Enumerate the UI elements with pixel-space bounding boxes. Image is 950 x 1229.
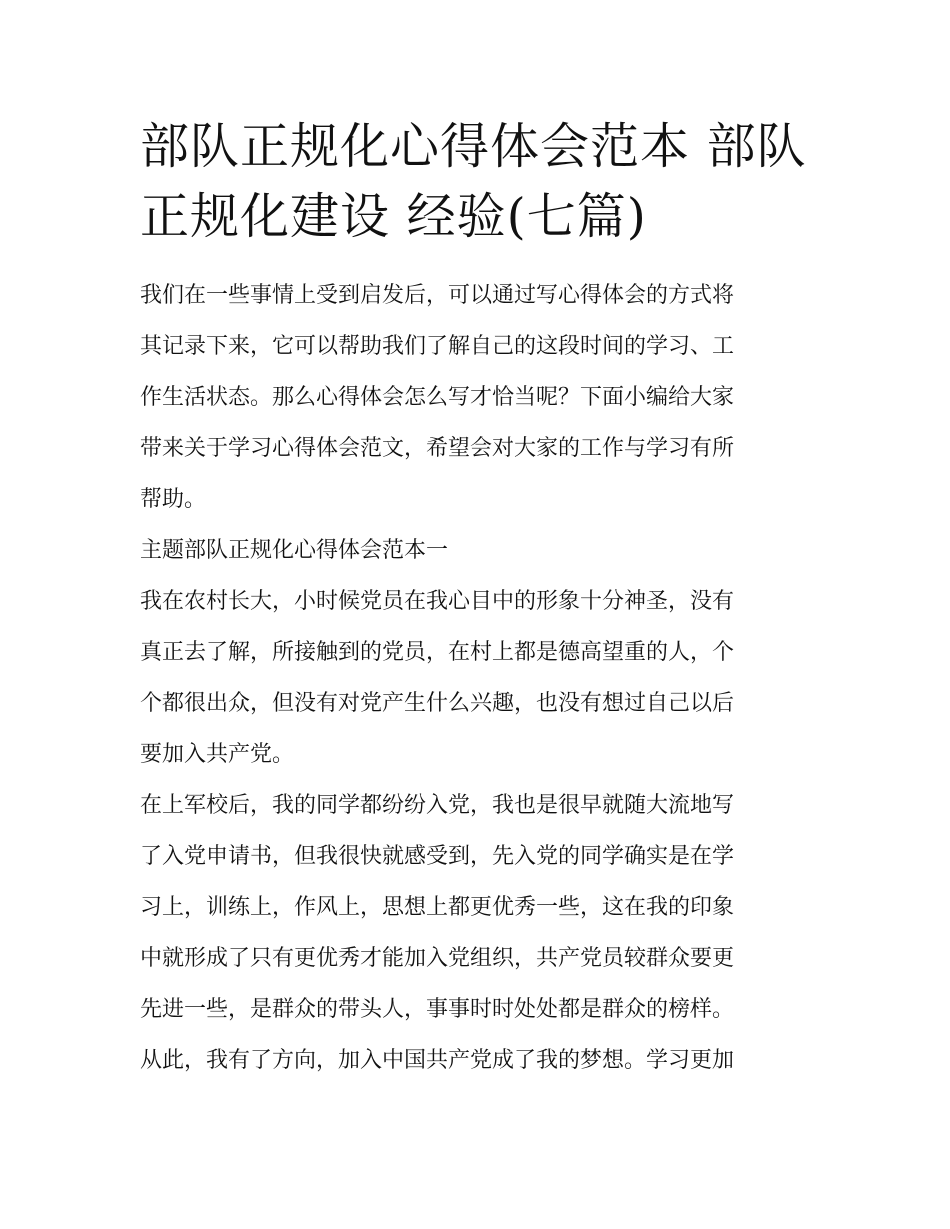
text-line: 中就形成了只有更优秀才能加入党组织，共产党员较群众要更 [140,946,735,971]
document-title [140,112,812,252]
body-paragraph [140,780,812,1086]
text-line: 个都很出众，但没有对党产生什么兴趣，也没有想过自己以后 [140,691,735,716]
text-line: 真正去了解，所接触到的党员，在村上都是德高望重的人，个 [140,640,735,665]
text-line: 其记录下来，它可以帮助我们了解自己的这段时间的学习、工 [140,334,735,359]
document-page [140,112,812,1086]
text-line: 在上军校后，我的同学都纷纷入党，我也是很早就随大流地写 [140,793,735,818]
text-line: 从此，我有了方向，加入中国共产党成了我的梦想。学习更加 [140,1048,735,1073]
text-line: 带来关于学习心得体会范文，希望会对大家的工作与学习有所 [140,436,735,461]
text-line: 了入党申请书，但我很快就感受到，先入党的同学确实是在学 [140,844,735,869]
title-line: 正规化建设 经验(七篇) [140,188,647,245]
intro-paragraph [140,270,812,525]
text-line: 习上，训练上，作风上，思想上都更优秀一些，这在我的印象 [140,895,735,920]
text-line: 先进一些，是群众的带头人，事事时时处处都是群众的榜样。 [140,997,735,1022]
text-line: 作生活状态。那么心得体会怎么写才恰当呢？下面小编给大家 [140,385,735,410]
text-line: 我在农村长大，小时候党员在我心目中的形象十分神圣，没有 [140,589,735,614]
body-paragraph [140,576,812,780]
text-line: 要加入共产党。 [140,742,295,767]
section-heading [140,525,812,576]
text-line: 主题部队正规化心得体会范本一 [140,538,449,563]
text-line: 我们在一些事情上受到启发后，可以通过写心得体会的方式将 [140,283,735,308]
title-line: 部队正规化心得体会范本 部队 [140,118,807,175]
text-line: 帮助。 [140,487,207,512]
